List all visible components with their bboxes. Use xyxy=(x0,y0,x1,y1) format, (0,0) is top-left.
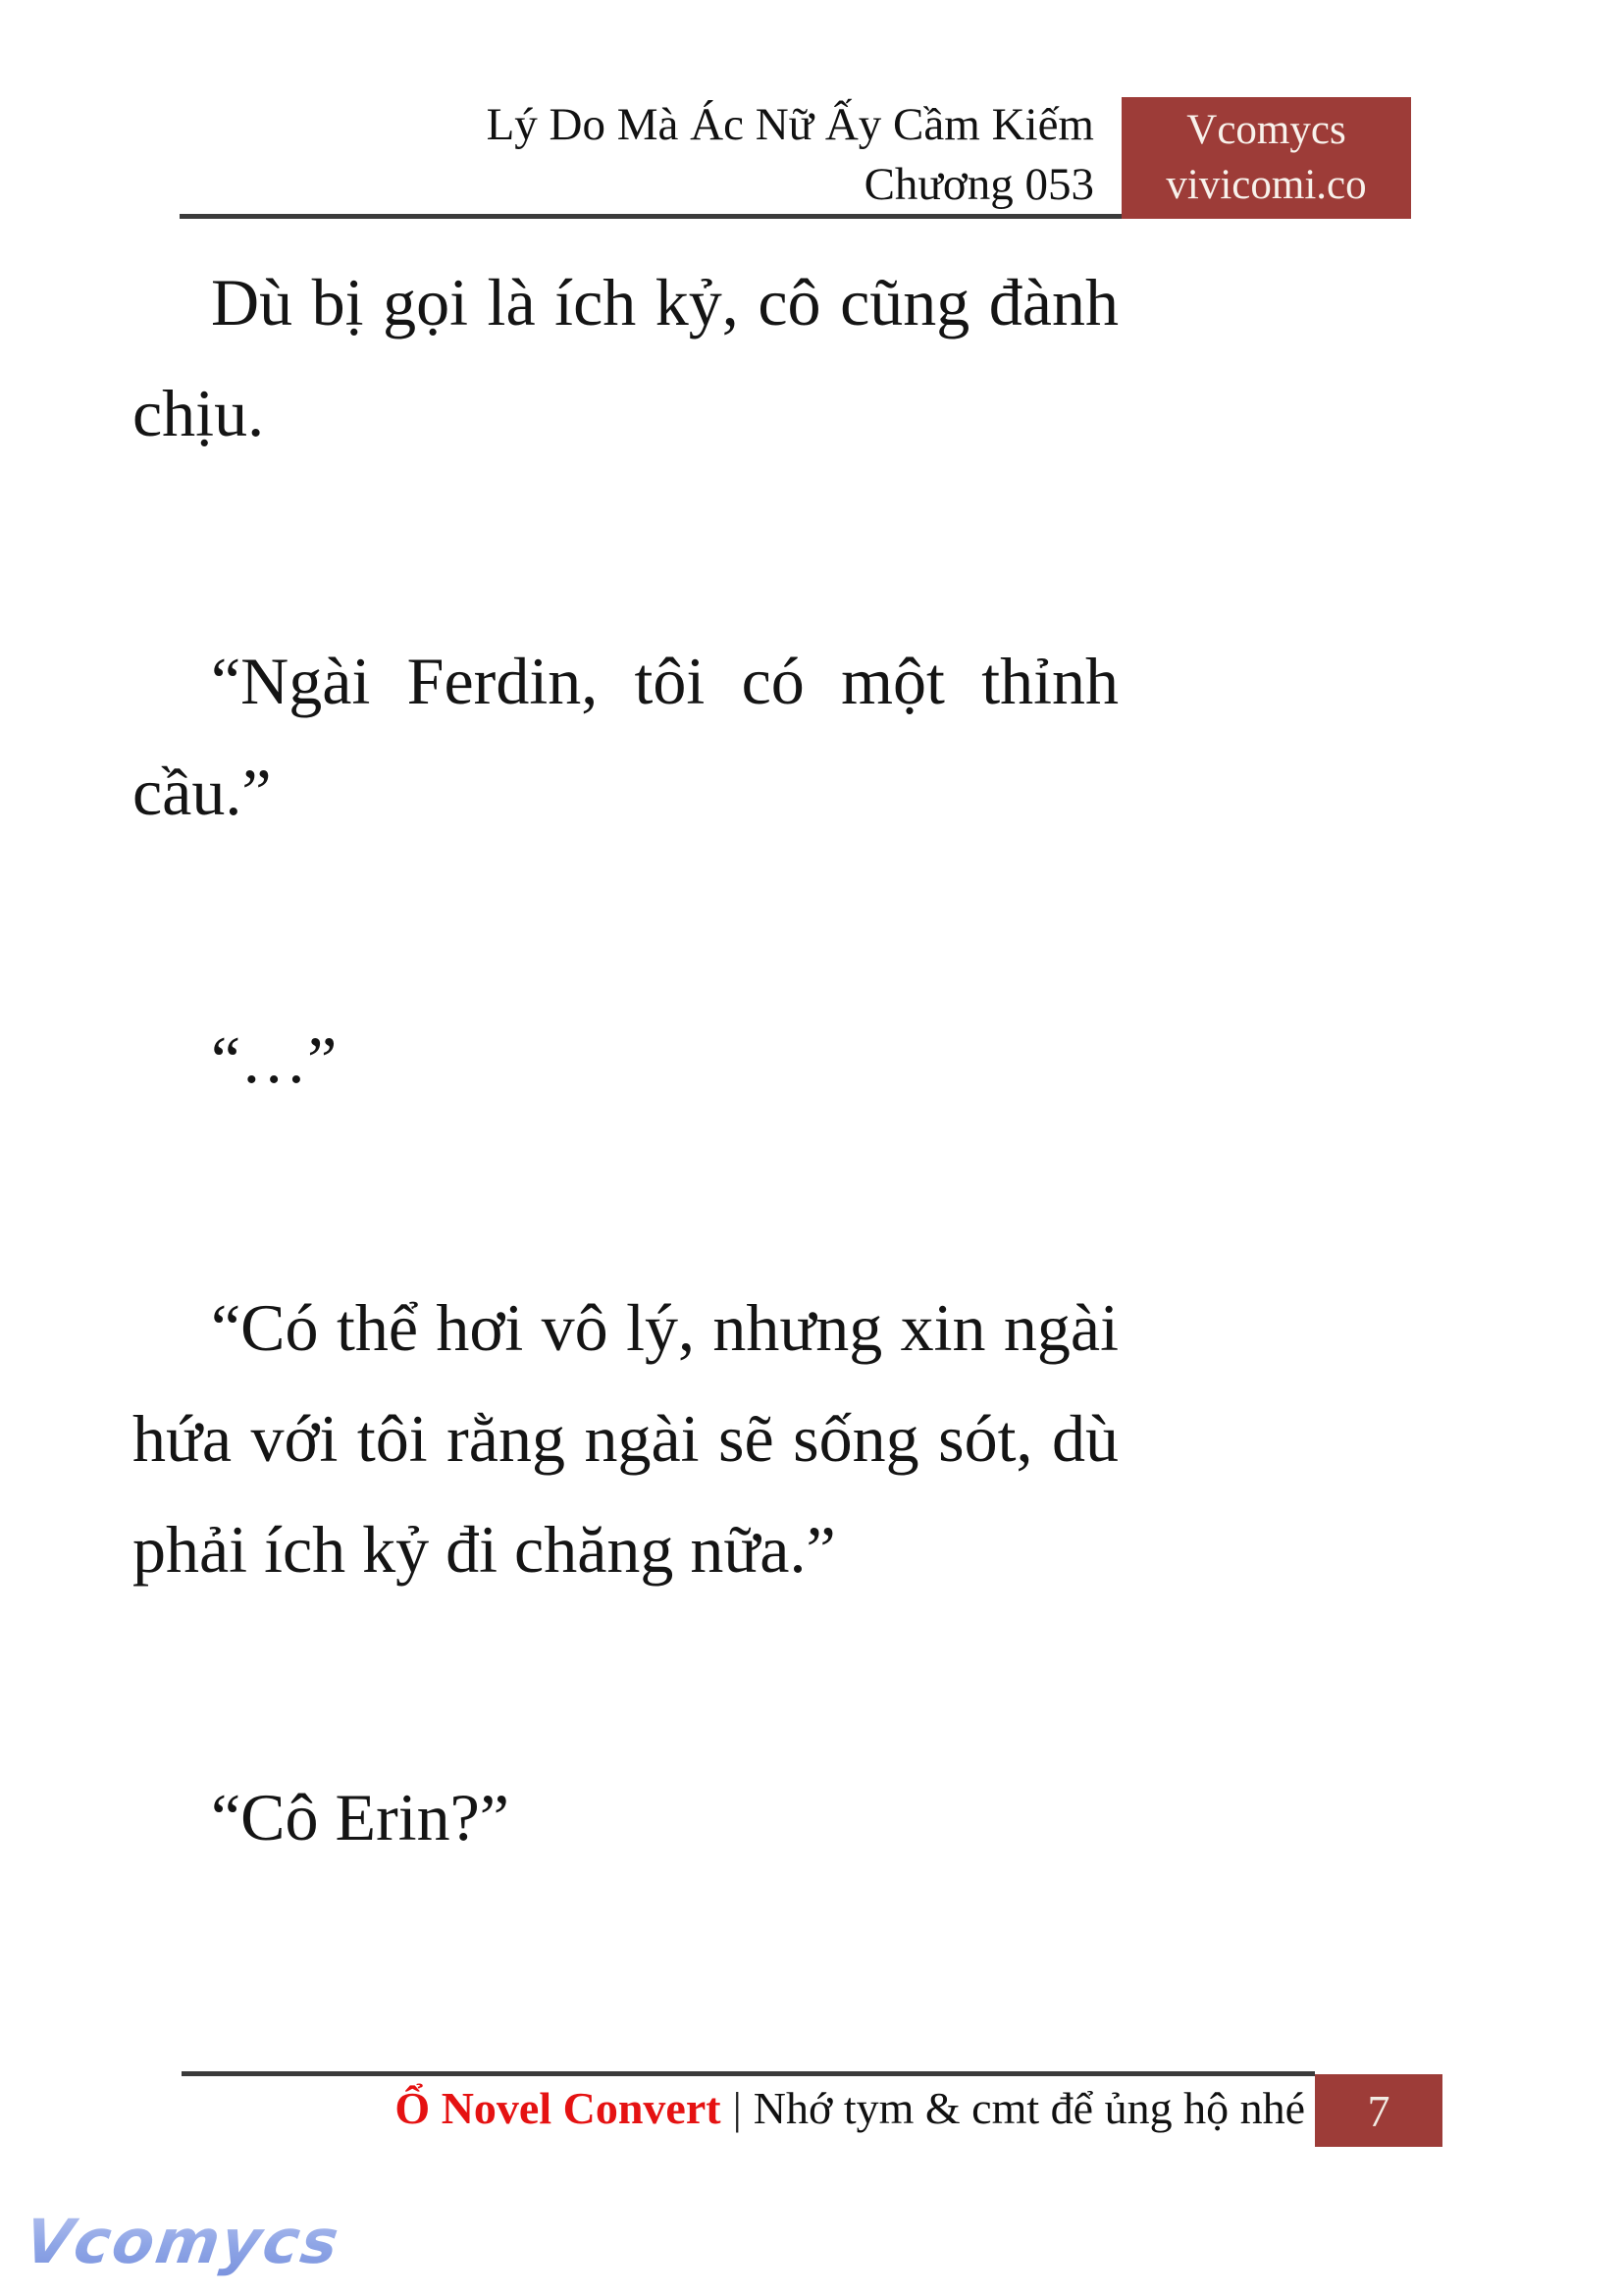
body-text-line: “Ngài Ferdin, tôi có một thỉnh xyxy=(211,644,1119,718)
page-number-box xyxy=(1315,2074,1442,2147)
body-text-line: phải ích kỷ đi chăng nữa.” xyxy=(132,1512,836,1587)
footer-message: Nhớ tym & cmt để ủng hộ nhé xyxy=(753,2083,1305,2133)
brand-box xyxy=(1122,97,1411,219)
header-divider xyxy=(180,214,1122,219)
brand-name: Vcomycs xyxy=(1186,107,1346,153)
page-number: 7 xyxy=(1367,2085,1390,2136)
paragraph xyxy=(132,247,1119,469)
paragraph xyxy=(132,1762,1119,1873)
body-text xyxy=(132,247,1119,1873)
body-text-line: “Cô Erin?” xyxy=(211,1780,509,1854)
body-text-line: hứa với tôi rằng ngài sẽ sống sót, dù xyxy=(132,1401,1119,1476)
body-text-line: chịu. xyxy=(132,376,265,450)
book-title: Lý Do Mà Ác Nữ Ấy Cầm Kiếm xyxy=(486,99,1094,150)
paragraph xyxy=(132,1005,1119,1116)
footer-brand: Ổ Novel Convert xyxy=(394,2083,721,2133)
paragraph xyxy=(132,626,1119,848)
footer-note xyxy=(182,2082,1305,2134)
body-text-line: cầu.” xyxy=(132,755,272,829)
body-text-line: “…” xyxy=(211,1022,338,1097)
header xyxy=(196,95,1094,215)
watermark-logo: Vcomycs xyxy=(20,2206,345,2277)
footer-divider xyxy=(182,2071,1315,2076)
chapter-number: Chương 053 xyxy=(864,159,1094,210)
brand-site: vivicomi.co xyxy=(1166,162,1367,208)
body-text-line: Dù bị gọi là ích kỷ, cô cũng đành xyxy=(211,265,1119,339)
body-text-line: “Có thể hơi vô lý, nhưng xin ngài xyxy=(211,1290,1119,1365)
paragraph xyxy=(132,1273,1119,1605)
footer-separator: | xyxy=(732,2083,742,2133)
